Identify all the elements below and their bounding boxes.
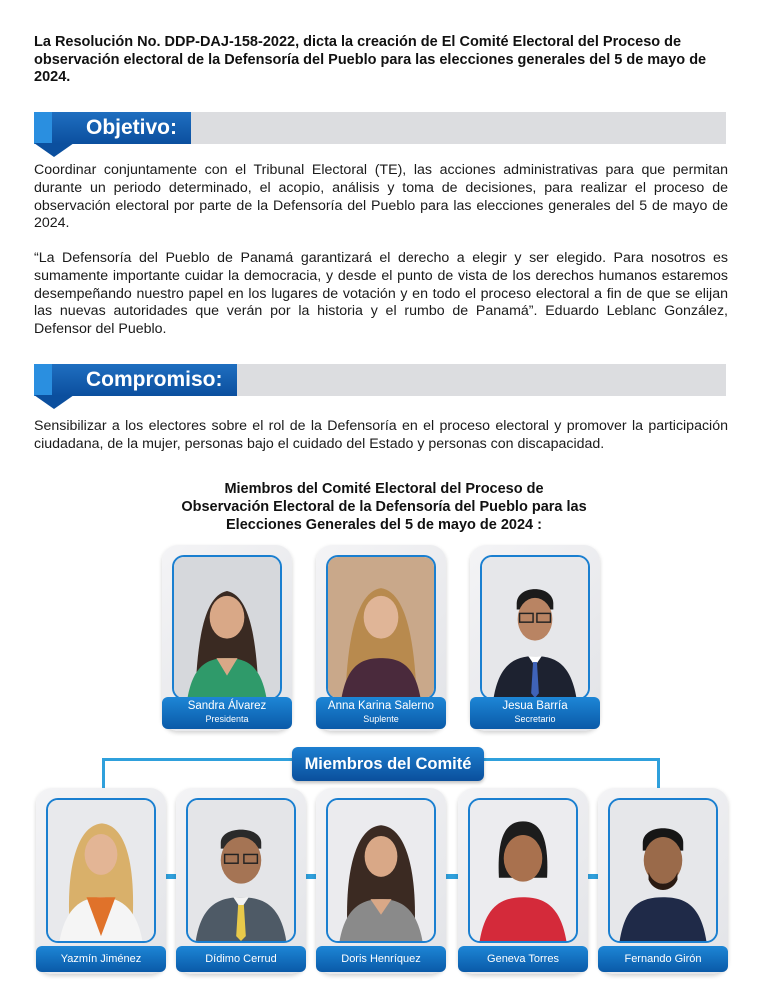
leader-card-alternate <box>316 545 446 731</box>
member-role: Secretario <box>514 714 556 724</box>
header-notch <box>34 143 74 157</box>
connector-line-right <box>482 758 660 761</box>
resolution-intro: La Resolución No. DDP-DAJ-158-2022, dicta la creación de El Comité Electoral del Proceso de observación electoral de la Defensoría del Pueblo para las elecciones generales del 5 de mayo de 2024. <box>34 34 707 85</box>
compromiso-paragraph: Sensibilizar a los electores sobre el rol de la Defensoría en el proceso electoral y promover la participación ciudadana, de la mujer, personas bajo el cuidado del Estado y personas con discapacidad. <box>34 418 728 452</box>
member-label <box>458 946 588 972</box>
objetivo-header <box>34 112 726 146</box>
member-card <box>598 788 728 974</box>
member-photo <box>186 798 296 943</box>
member-name: Jesua Barría <box>502 700 568 712</box>
objetivo-paragraph-1: Coordinar conjuntamente con el Tribunal Electoral (TE), las acciones administrativas para que permitan durante un periodo determinado, el acopio, análisis y toma de decisiones, para realizar el proceso de observación electoral por parte de la Defensoría del Pueblo para las elecciones generales del 5 de mayo de 2024. <box>34 162 728 232</box>
member-label <box>162 697 292 729</box>
member-card <box>176 788 306 974</box>
leader-card-president <box>162 545 292 731</box>
member-card <box>316 788 446 974</box>
member-role: Presidenta <box>205 714 249 724</box>
objetivo-heading: Objetivo: <box>34 112 191 144</box>
member-card <box>458 788 588 974</box>
member-photo <box>172 555 282 700</box>
leader-card-secretary <box>470 545 600 731</box>
member-role: Suplente <box>363 714 399 724</box>
header-accent-stripe <box>34 364 52 396</box>
member-name: Geneva Torres <box>487 953 559 965</box>
member-name: Dídimo Cerrud <box>205 953 277 965</box>
member-label <box>316 946 446 972</box>
member-photo <box>326 555 436 700</box>
member-name: Sandra Álvarez <box>187 700 267 712</box>
member-photo <box>326 798 436 943</box>
member-photo <box>608 798 718 943</box>
header-notch <box>34 395 74 409</box>
committee-banner: Miembros del Comité <box>292 747 484 781</box>
members-title-line-1: Miembros del Comité Electoral del Proceso de <box>224 481 544 497</box>
member-photo <box>468 798 578 943</box>
member-photo <box>46 798 156 943</box>
members-title-line-3: Elecciones Generales del 5 de mayo de 2024 : <box>226 517 542 533</box>
objetivo-paragraph-2: “La Defensoría del Pueblo de Panamá garantizará el derecho a elegir y ser elegido. Para nosotros es sumamente importante cuidar la democracia, y desde el punto de vista de los derechos humanos estaremos desempeñando nuestro papel en los lugares de votación y en todo el proceso electoral a fin de que se elijan las nuevas autoridades que verán por la historia y el rumbo de Panamá”. Eduardo Leblanc González, Defensor del Pueblo. <box>34 250 728 338</box>
members-title-line-2: Observación Electoral de la Defensoría del Pueblo para las <box>181 499 587 515</box>
member-label <box>36 946 166 972</box>
member-name: Doris Henríquez <box>341 953 421 965</box>
members-title <box>150 480 618 534</box>
member-label <box>470 697 600 729</box>
connector-drop-right <box>657 758 660 788</box>
member-card <box>36 788 166 974</box>
member-photo <box>480 555 590 700</box>
member-name: Yazmín Jiménez <box>60 953 142 965</box>
compromiso-heading: Compromiso: <box>34 364 237 396</box>
connector-line-left <box>102 758 294 761</box>
member-label <box>176 946 306 972</box>
member-label <box>316 697 446 729</box>
member-name: Anna Karina Salerno <box>327 700 435 712</box>
member-name: Fernando Girón <box>624 953 702 965</box>
connector-drop-left <box>102 758 105 788</box>
compromiso-header <box>34 364 726 398</box>
header-accent-stripe <box>34 112 52 144</box>
member-label <box>598 946 728 972</box>
